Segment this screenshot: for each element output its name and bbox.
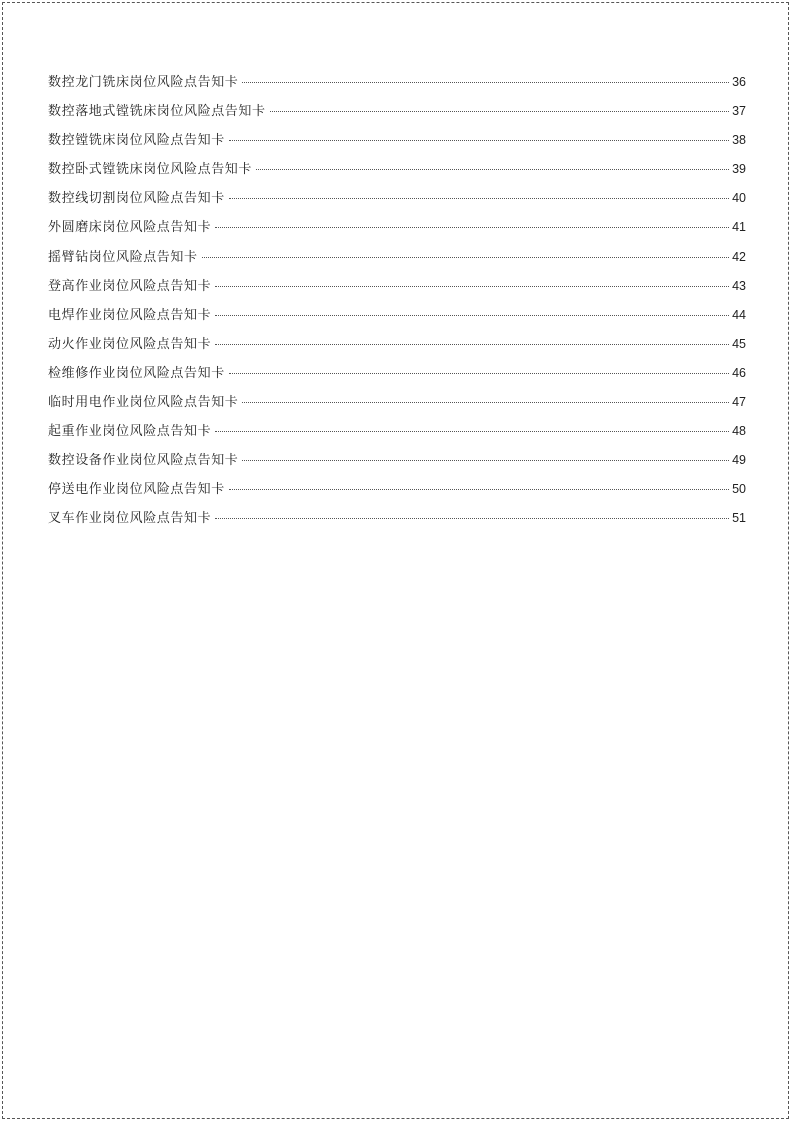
toc-page-number: 51 <box>732 511 746 526</box>
toc-page-number: 42 <box>732 249 746 264</box>
toc-dot-leader <box>215 518 729 519</box>
toc-entry[interactable] <box>48 334 746 363</box>
toc-entry-title: 动火作业岗位风险点告知卡 <box>48 336 212 352</box>
toc-entry-title: 数控线切割岗位风险点告知卡 <box>48 191 225 207</box>
toc-entry[interactable] <box>48 305 746 334</box>
toc-entry[interactable] <box>48 508 746 537</box>
toc-dot-leader <box>229 198 729 199</box>
toc-entry[interactable] <box>48 72 746 101</box>
toc-entry-title: 摇臂钻岗位风险点告知卡 <box>48 249 198 265</box>
toc-page-number: 46 <box>732 365 746 380</box>
toc-page-number: 47 <box>732 395 746 410</box>
toc-dot-leader <box>229 489 729 490</box>
toc-page-number: 45 <box>732 336 746 351</box>
toc-page-number: 37 <box>732 104 746 119</box>
toc-entry[interactable] <box>48 159 746 188</box>
toc-entry-title: 数控设备作业岗位风险点告知卡 <box>48 453 239 469</box>
toc-page-number: 49 <box>732 453 746 468</box>
toc-dot-leader <box>270 111 729 112</box>
toc-dot-leader <box>215 431 729 432</box>
toc-page-number: 50 <box>732 482 746 497</box>
toc-entry[interactable] <box>48 130 746 159</box>
toc-entry[interactable] <box>48 450 746 479</box>
toc-dot-leader <box>242 82 729 83</box>
toc-entry-title: 外圆磨床岗位风险点告知卡 <box>48 220 212 236</box>
toc-entry[interactable] <box>48 479 746 508</box>
toc-entry-title: 电焊作业岗位风险点告知卡 <box>48 307 212 323</box>
toc-entry-title: 数控卧式镗铣床岗位风险点告知卡 <box>48 162 253 178</box>
toc-dot-leader <box>256 169 729 170</box>
toc-page-number: 36 <box>732 75 746 89</box>
toc-page-number: 44 <box>732 307 746 322</box>
toc-page-number: 39 <box>732 162 746 177</box>
toc-entry[interactable] <box>48 247 746 276</box>
toc-page-number: 38 <box>732 133 746 148</box>
toc-entry-title: 起重作业岗位风险点告知卡 <box>48 424 212 440</box>
toc-entry-title: 临时用电作业岗位风险点告知卡 <box>48 395 239 411</box>
toc-dot-leader <box>215 315 729 316</box>
toc-entry-title: 数控龙门铣床岗位风险点告知卡 <box>48 75 239 90</box>
toc-dot-leader <box>202 257 729 258</box>
toc-dot-leader <box>215 344 729 345</box>
toc-dot-leader <box>242 402 729 403</box>
toc-entry[interactable] <box>48 188 746 217</box>
toc-entry[interactable] <box>48 421 746 450</box>
toc-dot-leader <box>215 286 729 287</box>
toc-entry[interactable] <box>48 363 746 392</box>
toc-entry-title: 数控镗铣床岗位风险点告知卡 <box>48 133 225 149</box>
toc-entry-title: 叉车作业岗位风险点告知卡 <box>48 511 212 527</box>
toc-entry[interactable] <box>48 101 746 130</box>
toc-page-number: 40 <box>732 191 746 206</box>
toc-dot-leader <box>242 460 729 461</box>
toc-entry[interactable] <box>48 217 746 246</box>
toc-dot-leader <box>229 140 729 141</box>
toc-page-number: 43 <box>732 278 746 293</box>
toc-page-number: 48 <box>732 424 746 439</box>
toc-entry-title: 停送电作业岗位风险点告知卡 <box>48 482 225 498</box>
toc-entry-title: 数控落地式镗铣床岗位风险点告知卡 <box>48 104 266 120</box>
toc-page-number: 41 <box>732 220 746 235</box>
toc-dot-leader <box>229 373 729 374</box>
toc-dot-leader <box>215 227 729 228</box>
toc-entry-title: 登高作业岗位风险点告知卡 <box>48 278 212 294</box>
toc-entry[interactable] <box>48 392 746 421</box>
toc-entry[interactable] <box>48 276 746 305</box>
table-of-contents <box>48 72 746 538</box>
toc-entry-title: 检维修作业岗位风险点告知卡 <box>48 365 225 381</box>
